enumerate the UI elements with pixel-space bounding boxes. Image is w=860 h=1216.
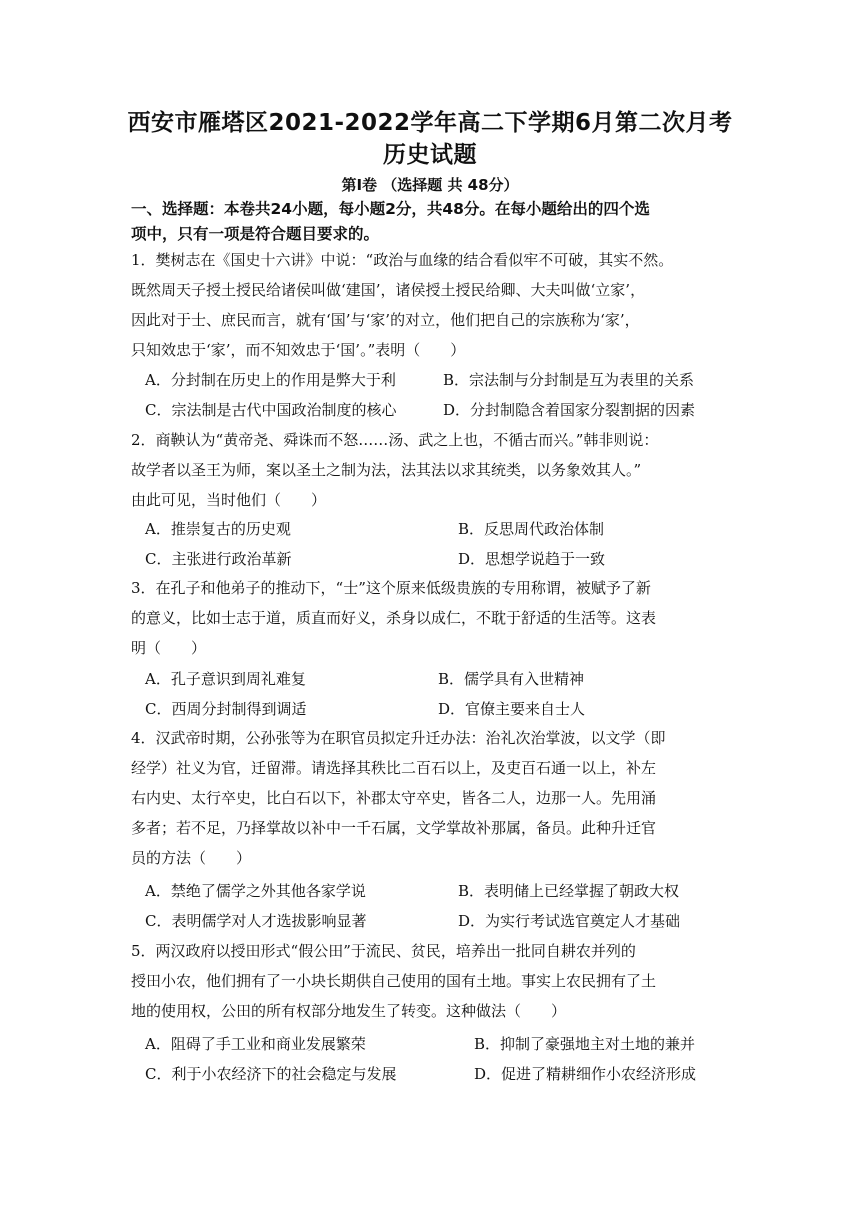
question-4-option-a: A．禁绝了儒学之外其他各家学说 xyxy=(145,882,366,900)
question-2-line-3: 由此可见，当时他们（ ） xyxy=(131,491,327,509)
section-instruction-line-2: 项中，只有一项是符合题目要求的。 xyxy=(131,225,380,243)
question-1-line-3: 因此对于士、庶民而言，就有‘国’与‘家’的对立，他们把自己的宗族称为‘家’， xyxy=(131,311,640,329)
question-5-option-b: B．抑制了豪强地主对土地的兼并 xyxy=(474,1035,696,1053)
question-2-option-c: C．主张进行政治革新 xyxy=(145,550,292,568)
question-4-option-c: C．表明儒学对人才选拔影响显著 xyxy=(145,912,367,930)
part-heading: 第Ⅰ卷 （选择题 共 48分） xyxy=(341,176,519,194)
question-2-line-2: 故学者以圣王为师，案以圣土之制为法，法其法以求其统类，以务象效其人。” xyxy=(131,461,642,479)
question-4-line-3: 右内史、太行卒史，比白石以下，补郡太守卒史，皆各二人，边那一人。先用涌 xyxy=(131,789,657,807)
question-3-option-c: C．西周分封制得到调适 xyxy=(145,700,307,718)
question-5-option-c: C．利于小农经济下的社会稳定与发展 xyxy=(145,1065,397,1083)
question-2-option-b: B．反思周代政治体制 xyxy=(458,520,605,538)
question-2-option-a: A．推崇复古的历史观 xyxy=(145,520,291,538)
question-4-line-4: 多者；若不足，乃择掌故以补中一千石属，文学掌故补那属，备员。此种升迁官 xyxy=(131,819,657,837)
question-1-line-4: 只知效忠于‘家’，而不知效忠于‘国’。”表明（ ） xyxy=(131,341,466,359)
question-5-line-2: 授田小农，他们拥有了一小块长期供自己使用的国有土地。事实上农民拥有了土 xyxy=(131,972,657,990)
exam-title: 西安市雁塔区2021-2022学年高二下学期6月第二次月考 xyxy=(127,110,733,136)
question-5-option-d: D．促进了精耕细作小农经济形成 xyxy=(474,1065,697,1083)
question-4-line-2: 经学）社义为官，迁留滞。请选择其秩比二百石以上，及吏百石通一以上，补左 xyxy=(131,759,657,777)
question-4-option-b: B．表明储上已经掌握了朝政大权 xyxy=(458,882,680,900)
question-5-line-3: 地的使用权，公田的所有权部分地发生了转变。这种做法（ ） xyxy=(131,1002,567,1020)
question-2-option-d: D．思想学说趋于一致 xyxy=(458,550,606,568)
question-4-line-1: 4．汉武帝时期，公孙张等为在职官员拟定升迁办法：治礼次治掌波，以文学（即 xyxy=(131,729,666,747)
question-1-line-1: 1．樊树志在《国史十六讲》中说：“政治与血缘的结合看似牢不可破，其实不然。 xyxy=(131,251,674,269)
question-3-line-2: 的意义，比如士志于道，质直而好义，杀身以成仁，不耽于舒适的生活等。这表 xyxy=(131,609,657,627)
section-instruction-line-1: 一、选择题：本卷共24小题，每小题2分，共48分。在每小题给出的四个选 xyxy=(131,200,650,218)
question-1-option-c: C．宗法制是古代中国政治制度的核心 xyxy=(145,401,397,419)
exam-subject-title: 历史试题 xyxy=(383,142,477,168)
question-1-option-b: B．宗法制与分封制是互为表里的关系 xyxy=(443,371,695,389)
question-3-line-3: 明（ ） xyxy=(131,639,207,657)
question-5-option-a: A．阻碍了手工业和商业发展繁荣 xyxy=(145,1035,366,1053)
question-4-option-d: D．为实行考试选官奠定人才基础 xyxy=(458,912,681,930)
question-4-line-5: 员的方法（ ） xyxy=(131,849,252,867)
question-2-line-1: 2．商鞅认为“黄帝尧、舜诛而不怒……汤、武之上也，不循古而兴。”韩非则说： xyxy=(131,431,659,449)
question-3-option-d: D．官僚主要来自士人 xyxy=(438,700,586,718)
question-3-option-a: A．孔子意识到周礼难复 xyxy=(145,670,306,688)
question-1-line-2: 既然周天子授土授民给诸侯叫做‘建国’，诸侯授土授民给卿、大夫叫做‘立家’， xyxy=(131,281,646,299)
question-3-option-b: B．儒学具有入世精神 xyxy=(438,670,585,688)
question-1-option-d: D．分封制隐含着国家分裂割据的因素 xyxy=(443,401,696,419)
question-1-option-a: A．分封制在历史上的作用是弊大于利 xyxy=(145,371,396,389)
question-5-line-1: 5．两汉政府以授田形式“假公田”于流民、贫民，培养出一批同自耕农并列的 xyxy=(131,942,636,960)
question-3-line-1: 3．在孔子和他弟子的推动下，“士”这个原来低级贵族的专用称谓，被赋予了新 xyxy=(131,579,651,597)
